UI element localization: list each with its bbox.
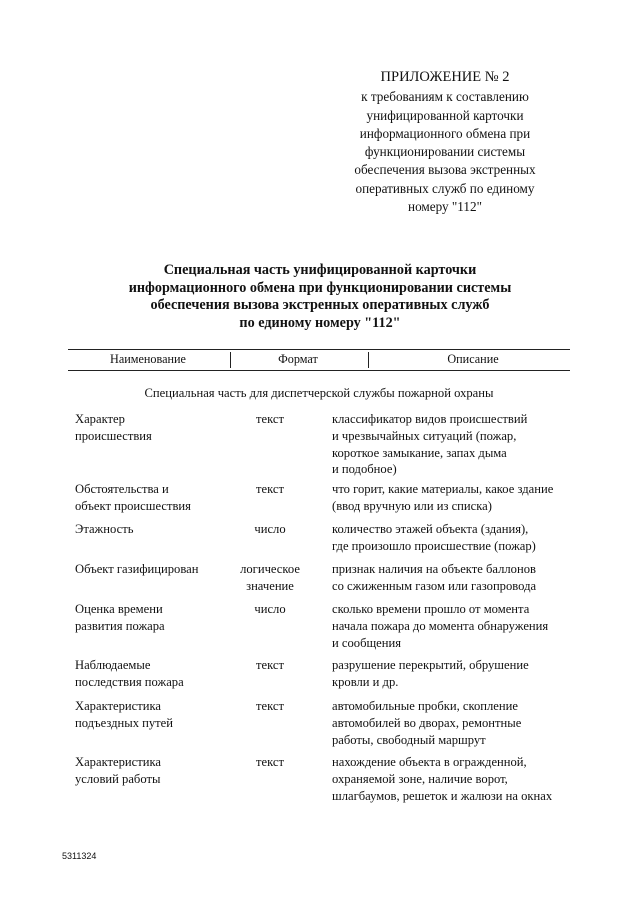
row-description bbox=[332, 698, 572, 748]
row-description-line: и сообщения bbox=[332, 635, 402, 650]
row-description-line: где произошло происшествие (пожар) bbox=[332, 538, 536, 553]
row-description-line: и чрезвычайных ситуаций (пожар, bbox=[332, 428, 517, 443]
header-description: Описание bbox=[447, 352, 499, 366]
row-format-line: текст bbox=[256, 412, 284, 426]
row-description-line: короткое замыкание, запах дыма bbox=[332, 445, 507, 460]
row-description bbox=[332, 411, 572, 478]
row-name-line: Обстоятельства и bbox=[75, 482, 169, 496]
row-name bbox=[75, 698, 240, 732]
row-description bbox=[332, 561, 572, 595]
row-format-line: текст bbox=[256, 482, 284, 496]
row-format-line: значение bbox=[246, 578, 294, 593]
row-description-line: охраняемой зоне, наличие ворот, bbox=[332, 771, 508, 786]
row-format-line: число bbox=[254, 522, 286, 536]
row-description bbox=[332, 657, 572, 691]
row-name-line: Характеристика bbox=[75, 755, 162, 769]
row-description bbox=[332, 481, 572, 515]
row-format-line: число bbox=[254, 602, 286, 616]
row-description-line: начала пожара до момента обнаружения bbox=[332, 618, 549, 633]
row-format-line: текст bbox=[256, 755, 284, 769]
row-name-line: последствия пожара bbox=[75, 674, 184, 689]
row-description-line: сколько времени прошло от момента bbox=[332, 602, 530, 616]
row-description-line: классификатор видов происшествий bbox=[332, 412, 528, 426]
row-description bbox=[332, 754, 572, 804]
row-name-line: подъездных путей bbox=[75, 715, 174, 730]
title-line: обеспечения вызова экстренных оперативных служб bbox=[150, 297, 490, 314]
row-description-line: количество этажей объекта (здания), bbox=[332, 522, 529, 536]
row-description-line: автомобилей во дворах, ремонтные bbox=[332, 715, 522, 730]
row-name-line: Оценка времени bbox=[75, 602, 163, 616]
row-description-line: (ввод вручную или из списка) bbox=[332, 498, 492, 513]
row-format bbox=[225, 601, 315, 618]
row-name bbox=[75, 657, 240, 691]
row-name bbox=[75, 411, 240, 445]
appendix-line: унифицированной карточки bbox=[366, 107, 524, 123]
row-name bbox=[75, 481, 240, 515]
appendix-number: ПРИЛОЖЕНИЕ № 2 bbox=[380, 69, 510, 85]
table-header bbox=[68, 349, 570, 371]
row-format-line: логическое bbox=[240, 562, 300, 576]
row-description bbox=[332, 601, 572, 651]
row-description-line: признак наличия на объекте баллонов bbox=[332, 562, 536, 576]
row-name bbox=[75, 601, 240, 635]
row-name bbox=[75, 521, 240, 538]
row-format bbox=[225, 561, 315, 595]
row-name-line: Характер bbox=[75, 412, 125, 426]
row-description-line: разрушение перекрытий, обрушение bbox=[332, 658, 529, 672]
row-description-line: шлагбаумов, решеток и жалюзи на окнах bbox=[332, 788, 553, 803]
header-divider bbox=[368, 352, 369, 368]
row-name-line: объект происшествия bbox=[75, 498, 191, 513]
header-format: Формат bbox=[278, 352, 318, 366]
row-format bbox=[225, 521, 315, 538]
appendix-line: номеру "112" bbox=[408, 199, 482, 215]
row-format bbox=[225, 411, 315, 428]
appendix-line: оперативных служб по единому bbox=[355, 180, 535, 196]
section-heading: Специальная часть для диспетчерской службы пожарной охраны bbox=[144, 386, 494, 400]
row-description bbox=[332, 521, 572, 555]
appendix-line: обеспечения вызова экстренных bbox=[354, 162, 536, 178]
row-name-line: Наблюдаемые bbox=[75, 658, 151, 672]
row-description-line: что горит, какие материалы, какое здание bbox=[332, 482, 554, 496]
row-format bbox=[225, 657, 315, 674]
row-name-line: Этажность bbox=[75, 522, 134, 536]
row-name-line: происшествия bbox=[75, 428, 152, 443]
title-line: информационного обмена при функционировании системы bbox=[128, 279, 512, 296]
row-description-line: автомобильные пробки, скопление bbox=[332, 699, 518, 713]
title-line: Специальная часть унифицированной карточки bbox=[163, 262, 477, 278]
row-name-line: развития пожара bbox=[75, 618, 165, 633]
row-format-line: текст bbox=[256, 658, 284, 672]
row-format bbox=[225, 481, 315, 498]
row-description-line: и подобное) bbox=[332, 462, 397, 477]
title-line: по единому номеру "112" bbox=[239, 315, 401, 332]
appendix-line: к требованиям к составлению bbox=[361, 89, 529, 105]
footer-code: 5311324 bbox=[62, 851, 97, 861]
row-description-line: со сжиженным газом или газопровода bbox=[332, 578, 537, 593]
row-name bbox=[75, 561, 240, 578]
document-title bbox=[95, 262, 545, 333]
row-description-line: работы, свободный маршрут bbox=[332, 732, 486, 747]
appendix-line: информационного обмена при bbox=[359, 125, 531, 141]
row-format bbox=[225, 698, 315, 715]
row-description-line: кровли и др. bbox=[332, 674, 399, 689]
row-description-line: нахождение объекта в огражденной, bbox=[332, 755, 527, 769]
header-divider bbox=[230, 352, 231, 368]
appendix-block bbox=[325, 68, 565, 216]
row-name-line: условий работы bbox=[75, 771, 161, 786]
row-name-line: Объект газифицирован bbox=[75, 562, 199, 576]
header-name: Наименование bbox=[110, 352, 186, 366]
row-name bbox=[75, 754, 240, 788]
appendix-line: функционировании системы bbox=[364, 144, 526, 160]
row-name-line: Характеристика bbox=[75, 699, 162, 713]
row-format-line: текст bbox=[256, 699, 284, 713]
row-format bbox=[225, 754, 315, 771]
